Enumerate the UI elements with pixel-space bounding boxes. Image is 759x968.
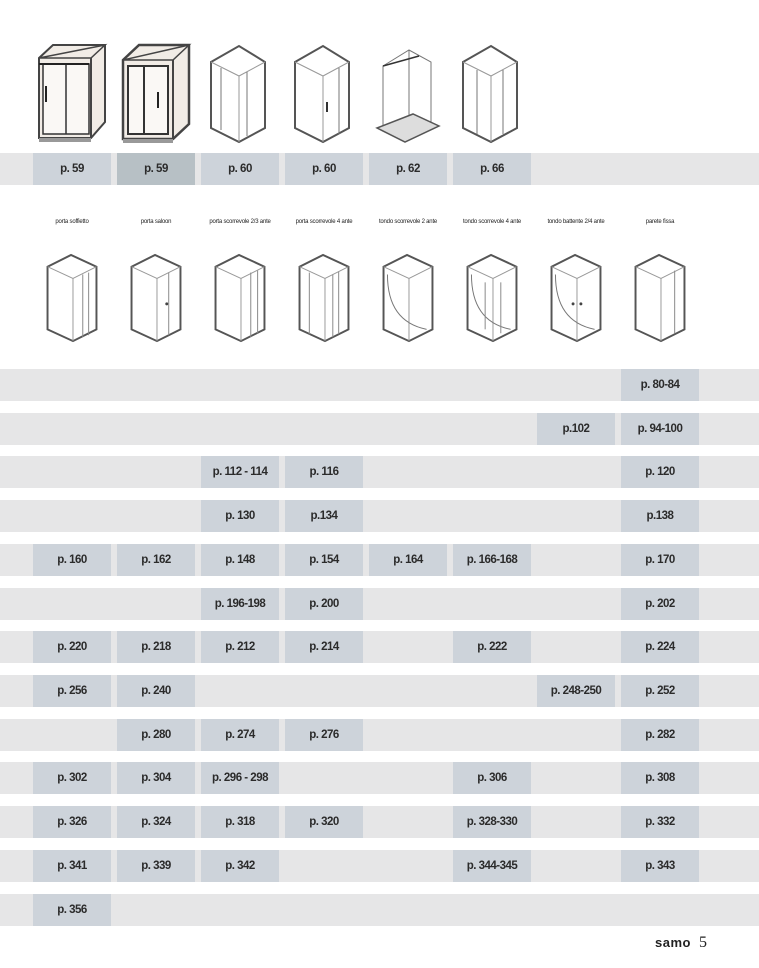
page-ref-cell: p. 318 [201, 806, 279, 838]
page-ref-cell: p. 308 [621, 762, 699, 794]
page-ref-cell: p. 218 [117, 631, 195, 663]
page-ref-cell: p. 94-100 [621, 413, 699, 445]
top-ref-cell: p. 62 [369, 153, 447, 185]
column-label: tondo scorrevole 4 ante [462, 219, 522, 225]
top-ref-cell: p. 59 [33, 153, 111, 185]
page-number: 5 [699, 934, 707, 951]
column-label: tondo battente 2/4 ante [547, 219, 605, 225]
page-ref-cell: p. 328-330 [453, 806, 531, 838]
column-label: porta saloon [140, 219, 172, 225]
page-ref-cell: p. 220 [33, 631, 111, 663]
page-ref-cell: p. 196-198 [201, 588, 279, 620]
thumb-walk-in-panel [369, 42, 447, 150]
page-ref-cell: p. 214 [285, 631, 363, 663]
thumb-corner-line [201, 42, 279, 150]
page-ref-cell: p. 222 [453, 631, 531, 663]
page-ref-cell: p. 306 [453, 762, 531, 794]
page-ref-cell: p. 332 [621, 806, 699, 838]
thumb-corner-line-alt [453, 42, 531, 150]
shower-enclosure-folding-door-icon [42, 253, 102, 345]
brand-logo: samo [655, 935, 691, 950]
column-label: tondo scorrevole 2 ante [378, 219, 438, 225]
page-ref-cell: p. 166-168 [453, 544, 531, 576]
page-ref-cell: p. 326 [33, 806, 111, 838]
page-ref-cell: p. 280 [117, 719, 195, 751]
page-ref-cell: p. 224 [621, 631, 699, 663]
page-ref-cell: p. 160 [33, 544, 111, 576]
shower-enclosure-round-sliding-4-icon [462, 253, 522, 345]
page-ref-cell: p.138 [621, 500, 699, 532]
column-label: porta scorrevole 4 ante [295, 219, 353, 225]
page-ref-cell: p. 341 [33, 850, 111, 882]
page-ref-cell: p. 112 - 114 [201, 456, 279, 488]
page-ref-cell: p. 320 [285, 806, 363, 838]
table-row [0, 894, 759, 926]
page-ref-cell: p. 274 [201, 719, 279, 751]
page-ref-cell: p. 164 [369, 544, 447, 576]
page-ref-cell: p. 130 [201, 500, 279, 532]
top-ref-cell: p. 66 [453, 153, 531, 185]
page-ref-cell: p. 256 [33, 675, 111, 707]
shower-enclosure-sliding-4-icon [294, 253, 354, 345]
page-ref-cell: p. 200 [285, 588, 363, 620]
shower-enclosure-sliding-2-3-icon [210, 253, 270, 345]
page-ref-cell: p. 162 [117, 544, 195, 576]
shower-enclosure-fixed-panel-icon [630, 253, 690, 345]
top-ref-cell: p. 60 [201, 153, 279, 185]
shower-enclosure-saloon-door-icon [126, 253, 186, 345]
top-ref-cell: p. 60 [285, 153, 363, 185]
page-ref-cell: p. 296 - 298 [201, 762, 279, 794]
shower-enclosure-round-hinged-icon [546, 253, 606, 345]
page-ref-cell: p. 212 [201, 631, 279, 663]
page-footer [655, 934, 707, 952]
page-ref-cell: p. 120 [621, 456, 699, 488]
top-ref-cell: p. 59 [117, 153, 195, 185]
page-ref-cell: p. 342 [201, 850, 279, 882]
page-ref-cell: p.102 [537, 413, 615, 445]
page-ref-cell: p. 344-345 [453, 850, 531, 882]
page-ref-cell: p. 282 [621, 719, 699, 751]
page-ref-cell: p. 339 [117, 850, 195, 882]
page-ref-cell: p. 154 [285, 544, 363, 576]
page-ref-cell: p. 170 [621, 544, 699, 576]
column-label: porta scorrevole 2/3 ante [209, 219, 271, 225]
page-ref-cell: p. 240 [117, 675, 195, 707]
page-ref-cell: p. 252 [621, 675, 699, 707]
column-label: parete fissa [645, 219, 675, 225]
shower-enclosure-round-sliding-2-icon [378, 253, 438, 345]
thumb-sliding-door-render [33, 42, 111, 150]
page-ref-cell: p. 302 [33, 762, 111, 794]
page-ref-cell: p. 276 [285, 719, 363, 751]
page-ref-cell: p. 202 [621, 588, 699, 620]
column-label: porta soffietto [55, 219, 89, 225]
page-ref-cell: p. 304 [117, 762, 195, 794]
thumb-sliding-door-render-alt [117, 42, 195, 150]
page-ref-cell: p. 324 [117, 806, 195, 838]
page-ref-cell: p.134 [285, 500, 363, 532]
page-ref-cell: p. 343 [621, 850, 699, 882]
page-ref-cell: p. 116 [285, 456, 363, 488]
page-ref-cell: p. 356 [33, 894, 111, 926]
thumb-corner-handle-line [285, 42, 363, 150]
page-ref-cell: p. 248-250 [537, 675, 615, 707]
page-ref-cell: p. 148 [201, 544, 279, 576]
page-ref-cell: p. 80-84 [621, 369, 699, 401]
